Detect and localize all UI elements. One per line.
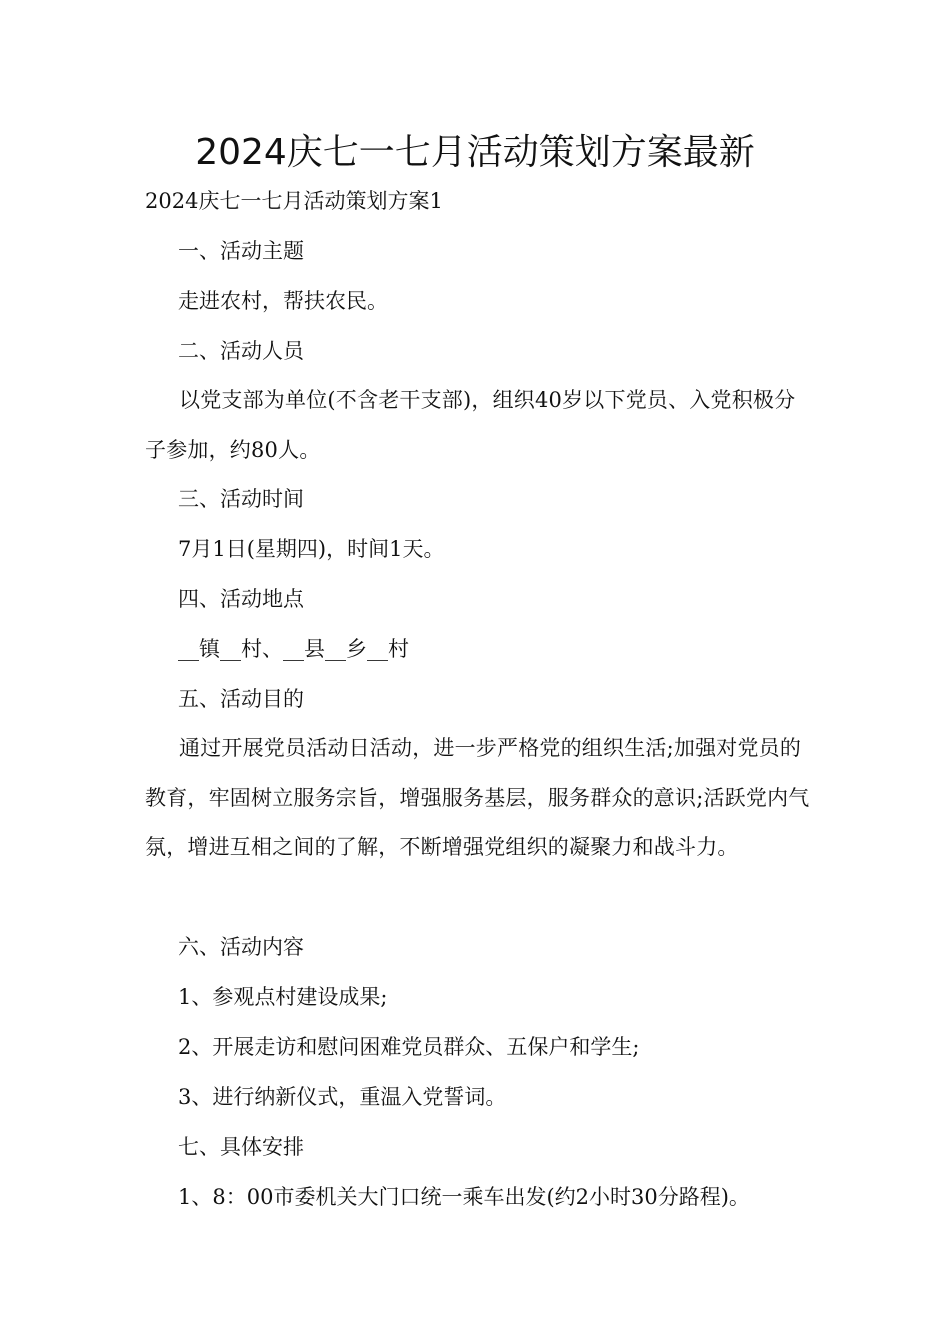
document-title: 2024庆七一七月活动策划方案最新 bbox=[195, 132, 755, 173]
section-text-purpose: 通过开展党员活动日活动，进一步严格党的组织生活;加强对党员的教育，牢固树立服务宗旨，增强服务基层，服务群众的意识;活跃党内气氛，增进互相之间的了解，不断增强党组织的凝聚力和战斗力。 bbox=[145, 736, 810, 859]
list-item: 2、开展走访和慰问困难党员群众、五保户和学生; bbox=[178, 1035, 640, 1059]
section-heading-time: 三、活动时间 bbox=[178, 487, 304, 511]
section-text-theme: 走进农村，帮扶农民。 bbox=[178, 289, 388, 313]
list-item: 1、参观点村建设成果; bbox=[178, 985, 388, 1009]
section-heading-content: 六、活动内容 bbox=[178, 935, 304, 959]
section-heading-purpose: 五、活动目的 bbox=[178, 687, 304, 711]
section-heading-theme: 一、活动主题 bbox=[178, 239, 304, 263]
section-heading-schedule: 七、具体安排 bbox=[178, 1135, 304, 1159]
section-heading-participants: 二、活动人员 bbox=[178, 339, 304, 363]
section-text-time: 7月1日(星期四)，时间1天。 bbox=[178, 537, 445, 561]
section-heading-location: 四、活动地点 bbox=[178, 587, 304, 611]
list-item: 3、进行纳新仪式，重温入党誓词。 bbox=[178, 1085, 507, 1109]
section-text-location: __镇__村、__县__乡__村 bbox=[178, 637, 409, 661]
section-text-participants: 以党支部为单位(不含老干支部)，组织40岁以下党员、入党积极分子参加，约80人。 bbox=[145, 388, 796, 462]
list-item: 1、8：00市委机关大门口统一乘车出发(约2小时30分路程)。 bbox=[178, 1185, 750, 1209]
document-subtitle: 2024庆七一七月活动策划方案1 bbox=[145, 189, 443, 213]
